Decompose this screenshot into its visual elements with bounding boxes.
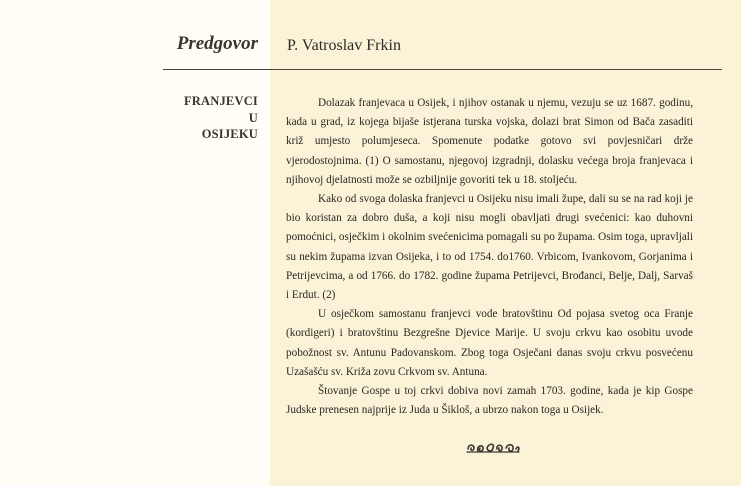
chapter-title-line: U xyxy=(248,110,258,125)
body-text xyxy=(286,94,693,420)
section-title: Predgovor xyxy=(176,33,258,54)
paragraph: Štovanje Gospe u toj crkvi dobiva novi zamah 1703. godine, kada je kip Gospe Judske prenesen najprije iz Juda u Šikloš, a ubrzo nakon toga u Osijek. xyxy=(286,385,693,417)
chapter-title xyxy=(150,93,258,143)
left-margin-column xyxy=(0,0,270,486)
chapter-title-line: OSIJEKU xyxy=(201,127,258,141)
paragraph: U osječkom samostanu franjevci vode bratovštinu Od pojasa svetog oca Franje (kordigeri) i bratovštinu Bezgrešne Djevice Marije. U svoju crkvu kao osobitu uvode pobožnost sv. Antunu Padovanskom. Zbog toga Osječani danas svoju crkvu posvećenu Uzašašću sv. Križa zovu Crkvom sv. Antuna. xyxy=(286,308,693,378)
chapter-title-line: FRANJEVCI xyxy=(183,94,258,108)
paragraph: Dolazak franjevaca u Osijek, i njihov ostanak u njemu, vezuju se uz 1687. godinu, kada u grad, iz kojega bijaše istjerana turska vojska, dolazi brat Simon od Bača zasaditi križ umjesto polumjeseca. Spomenute podatke gotovo svi povjesničari drže vjerodostojnima. (1) O samostanu, njegovoj izgradnji, dolasku većega broja franjevaca i njihovoj djelatnosti može se ozbiljnije govoriti tek u 18. stoljeću. xyxy=(286,97,693,186)
author-name: P. Vatroslav Frkin xyxy=(287,37,401,54)
header-rule xyxy=(163,69,722,70)
paragraph: Kako od svoga dolaska franjevci u Osijeku nisu imali župe, dali su se na rad koji je bio koristan za dobro duša, a koji nisu mogli obavljati drugi svećenici: kao duhovni pomoćnici, osječkim i okolnim svećenicima pomagali su po župama. Osim toga, upravljali su nekim župama izvan Osijeka, i to od 1754. do1760. Vrbicom, Ivankovom, Gorjanima i Petrijevcima, a od 1766. do 1782. godine župama Petrijevci, Brođanci, Belje, Dalj, Sarvaš i Erdut. (2) xyxy=(286,193,693,302)
decorative-flourish-icon xyxy=(465,440,521,456)
